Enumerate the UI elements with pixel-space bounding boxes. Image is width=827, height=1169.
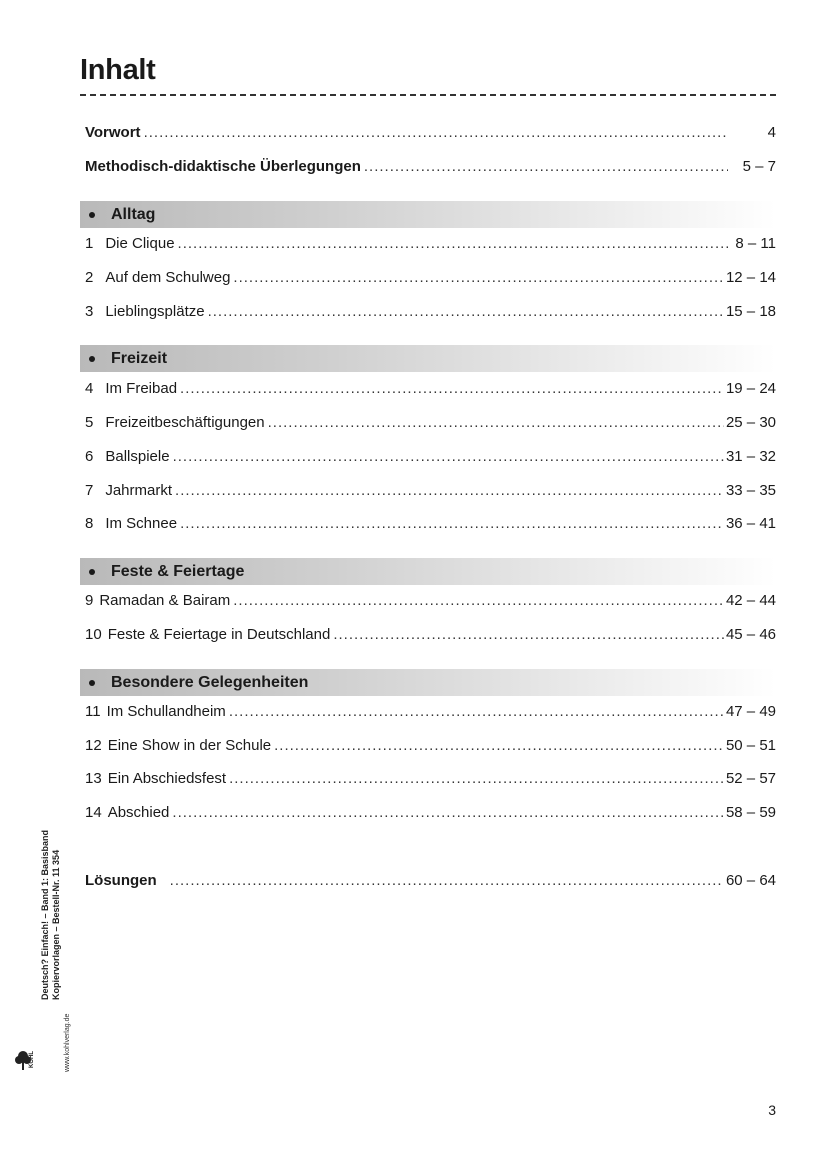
toc-page: 52 – 57 bbox=[725, 770, 776, 787]
toc-label: Lösungen bbox=[85, 872, 157, 889]
toc-label: Ein Abschiedsfest bbox=[107, 770, 227, 787]
toc-entry[interactable] bbox=[85, 482, 776, 504]
toc-page: 58 – 59 bbox=[725, 804, 776, 821]
toc-number: 1 bbox=[85, 235, 94, 252]
toc-label: Eine Show in der Schule bbox=[107, 737, 272, 754]
dot-leader bbox=[333, 626, 724, 643]
toc-number: 8 bbox=[85, 515, 94, 532]
toc-label: Auf dem Schulweg bbox=[105, 269, 231, 286]
toc-label: Im Schnee bbox=[105, 515, 178, 532]
bullet-icon bbox=[89, 680, 95, 686]
dot-leader bbox=[144, 124, 728, 141]
toc-entry[interactable] bbox=[85, 303, 776, 325]
toc-label: Feste & Feiertage in Deutschland bbox=[107, 626, 331, 643]
toc-entry[interactable] bbox=[85, 592, 776, 614]
toc-page: 33 – 35 bbox=[725, 482, 776, 499]
toc-label: Im Freibad bbox=[105, 380, 178, 397]
toc-page: 42 – 44 bbox=[725, 592, 776, 609]
toc-entry-methodisch[interactable] bbox=[85, 158, 776, 180]
toc-entry[interactable] bbox=[85, 515, 776, 537]
page-title: Inhalt bbox=[80, 54, 156, 86]
section-heading-freizeit bbox=[80, 345, 776, 372]
title-divider bbox=[80, 94, 776, 96]
toc-entry-vorwort[interactable] bbox=[85, 124, 776, 146]
toc-entry[interactable] bbox=[85, 235, 776, 257]
publisher-line-2: Kopiervorlagen – Bestell-Nr. 11 354 bbox=[51, 849, 61, 1000]
toc-number: 12 bbox=[85, 737, 102, 754]
publisher-line-1: Deutsch? Einfach! – Band 1: Basisband bbox=[40, 829, 50, 1000]
bullet-icon bbox=[89, 356, 95, 362]
dot-leader bbox=[173, 448, 724, 465]
toc-entry[interactable] bbox=[85, 626, 776, 648]
toc-entry[interactable] bbox=[85, 737, 776, 759]
toc-number: 6 bbox=[85, 448, 94, 465]
dot-leader bbox=[364, 158, 728, 175]
section-heading-alltag bbox=[80, 201, 776, 228]
dot-leader bbox=[233, 592, 724, 609]
toc-page: 5 – 7 bbox=[742, 158, 776, 175]
toc-label: Freizeitbeschäftigungen bbox=[105, 414, 265, 431]
dot-leader bbox=[178, 235, 728, 252]
section-title: Freizeit bbox=[111, 349, 168, 367]
toc-number: 9 bbox=[85, 592, 94, 609]
toc-label: Die Clique bbox=[105, 235, 175, 252]
dot-leader bbox=[268, 414, 724, 431]
toc-page: 31 – 32 bbox=[725, 448, 776, 465]
toc-label: Abschied bbox=[107, 804, 170, 821]
toc-entry-loesungen[interactable] bbox=[85, 872, 776, 894]
dot-leader bbox=[175, 482, 724, 499]
publisher-url: www.kohlverlag.de bbox=[64, 1013, 71, 1072]
toc-page: 12 – 14 bbox=[725, 269, 776, 286]
dot-leader bbox=[172, 804, 724, 821]
toc-number: 4 bbox=[85, 380, 94, 397]
bullet-icon bbox=[89, 212, 95, 218]
toc-entry[interactable] bbox=[85, 703, 776, 725]
dot-leader bbox=[180, 380, 724, 397]
toc-label: Vorwort bbox=[85, 124, 141, 141]
dot-leader bbox=[229, 703, 724, 720]
logo-text: KOHL bbox=[29, 1051, 35, 1068]
section-heading-besondere bbox=[80, 669, 776, 696]
publisher-info bbox=[40, 830, 62, 1000]
toc-label: Lieblingsplätze bbox=[105, 303, 205, 320]
dot-leader bbox=[274, 737, 724, 754]
publisher-logo-icon bbox=[14, 1046, 44, 1072]
section-title: Feste & Feiertage bbox=[111, 562, 245, 580]
toc-page: 50 – 51 bbox=[725, 737, 776, 754]
toc-number: 11 bbox=[85, 703, 101, 720]
toc-number: 5 bbox=[85, 414, 94, 431]
toc-page: 8 – 11 bbox=[735, 235, 776, 252]
toc-page: 19 – 24 bbox=[725, 380, 776, 397]
toc-number: 7 bbox=[85, 482, 94, 499]
dot-leader bbox=[233, 269, 724, 286]
toc-number: 3 bbox=[85, 303, 94, 320]
page-number: 3 bbox=[768, 1102, 776, 1118]
dot-leader bbox=[180, 515, 724, 532]
toc-label: Jahrmarkt bbox=[105, 482, 173, 499]
toc-label: Methodisch-didaktische Überlegungen bbox=[85, 158, 361, 175]
toc-page: 60 – 64 bbox=[725, 872, 776, 889]
toc-page: 4 bbox=[767, 124, 776, 141]
toc-label: Ramadan & Bairam bbox=[99, 592, 231, 609]
section-title: Besondere Gelegenheiten bbox=[111, 673, 309, 691]
toc-page: 45 – 46 bbox=[725, 626, 776, 643]
dot-leader bbox=[170, 872, 724, 889]
dot-leader bbox=[208, 303, 724, 320]
toc-entry[interactable] bbox=[85, 414, 776, 436]
toc-label: Ballspiele bbox=[105, 448, 170, 465]
toc-entry[interactable] bbox=[85, 804, 776, 826]
toc-entry[interactable] bbox=[85, 770, 776, 792]
section-heading-feste bbox=[80, 558, 776, 585]
toc-number: 13 bbox=[85, 770, 102, 787]
toc-entry[interactable] bbox=[85, 380, 776, 402]
toc-page: 15 – 18 bbox=[725, 303, 776, 320]
dot-leader bbox=[229, 770, 724, 787]
bullet-icon bbox=[89, 569, 95, 575]
toc-label: Im Schullandheim bbox=[106, 703, 226, 720]
toc-number: 2 bbox=[85, 269, 94, 286]
toc-entry[interactable] bbox=[85, 448, 776, 470]
section-title: Alltag bbox=[111, 205, 156, 223]
toc-page: 47 – 49 bbox=[725, 703, 776, 720]
toc-entry[interactable] bbox=[85, 269, 776, 291]
toc-page: 25 – 30 bbox=[725, 414, 776, 431]
toc-page: 36 – 41 bbox=[725, 515, 776, 532]
toc-number: 14 bbox=[85, 804, 102, 821]
toc-number: 10 bbox=[85, 626, 102, 643]
